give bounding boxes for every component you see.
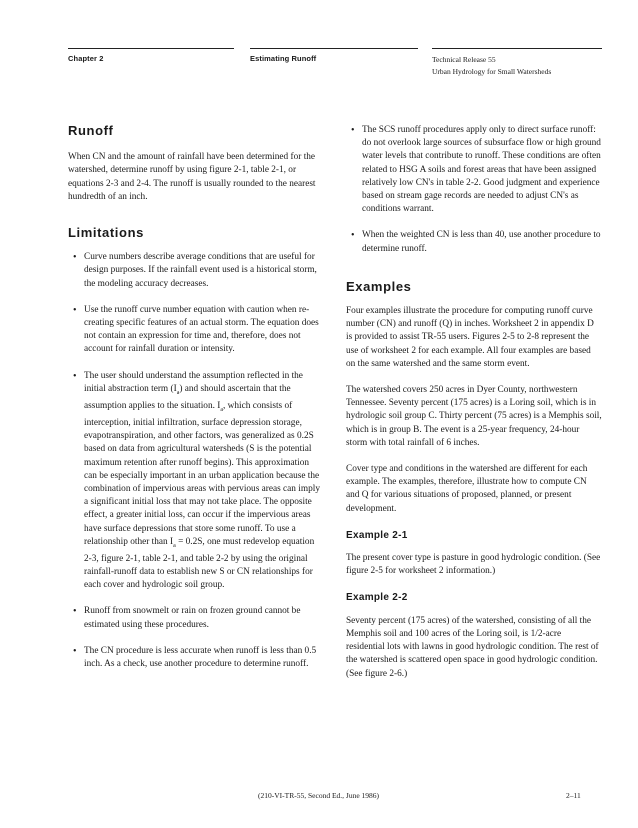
example-2-2-heading: Example 2-2 [346, 592, 408, 604]
header-release-block [432, 54, 551, 78]
header-subtitle: Urban Hydrology for Small Watersheds [432, 67, 552, 76]
page-number: 2–11 [566, 791, 581, 800]
limitations-item: • The SCS runoff procedures apply only to direct surface runoff: do not overlook large sources of subsurface flow or high ground water levels that contribute to runoff. These conditions are often related to HSG A soils and forest areas that have been assigned relatively low CN's in table 2-2. Good judgment and experience based on stream gage records are needed to adjust CN's as conditions warrant. [346, 124, 602, 216]
right-column [346, 124, 602, 681]
examples-paragraph: The watershed covers 250 acres in Dyer County, northwestern Tennessee. Seventy percent (175 acres) is a Loring soil, which is in hydrologic soil group C. Thirty percent (75 acres) is a Memphis soil, which is in group B. The event is a 25-year frequency, 24-hour storm with total rainfall of 6 inches. [346, 385, 602, 448]
example-2-2-paragraph: Seventy percent (175 acres) of the watershed, consisting of all the Memphis soil and 100 acres of the Loring soil, is 1/2-acre residential lots with lawns in good hydrologic condition. The rest of the watershed is scattered open space in good hydrologic condition. (See figure 2-6.) [346, 615, 599, 679]
example-2-1-heading: Example 2-1 [346, 529, 408, 541]
example-2-1-paragraph: The present cover type is pasture in good hydrologic condition. (See figure 2-5 for worksheet 2 information.) [346, 553, 601, 577]
header-chapter: Chapter 2 [68, 54, 104, 63]
ia-text-4: = 0.2S, one must redevelop equation 2-3, figure 2-1, table 2-1, and table 2-2 by using the original rainfall-runoff data to establish new S or CN relationships for each cover and hydrologic soil group. [84, 536, 315, 591]
ia-text-1: The user should understand the assumption reflected in the initial abstraction term (I [84, 370, 303, 394]
header-release: Technical Release 55 [432, 55, 496, 64]
limitations-item: • When the weighted CN is less than 40, use another procedure to determine runoff. [346, 229, 602, 255]
limitations-item: • The CN procedure is less accurate when runoff is less than 0.5 inch. As a check, use another procedure to determine runoff. [68, 645, 324, 671]
header-rule-right [432, 48, 602, 49]
limitations-item: • Curve numbers describe average conditions that are useful for design purposes. If the rainfall event used is a historical storm, the modeling accuracy decreases. [68, 251, 324, 291]
examples-paragraph: Four examples illustrate the procedure for computing runoff curve number (CN) and runoff (Q) in inches. Worksheet 2 in appendix D is provided to assist TR-55 users. Figures 2-5 to 2-8 represent the use of worksheet 2 for each example. All four examples are based on the same watershed and the same storm event. [346, 306, 594, 369]
header-rule-left [68, 48, 234, 49]
limitations-item: • Runoff from snowmelt or rain on frozen ground cannot be estimated using these procedures. [68, 605, 324, 631]
limitations-item-initial-abstraction [68, 370, 324, 593]
ia-subscript: a [220, 406, 224, 413]
runoff-paragraph: When CN and the amount of rainfall have been determined for the watershed, determine runoff by using figure 2-1, table 2-1, or equations 2-3 and 2-4. The runoff is usually rounded to the nearest hundredth of an inch. [68, 152, 316, 202]
examples-paragraph: Cover type and conditions in the watershed are different for each example. The examples, therefore, illustrate how to compute CN and Q for various situations of proposed, planned, or present development. [346, 464, 588, 514]
header-section: Estimating Runoff [250, 54, 317, 63]
limitations-heading: Limitations [68, 225, 144, 241]
limitations-list [68, 251, 324, 671]
ia-subscript: a [176, 389, 180, 396]
ia-text-3: , which consists of interception, initial infiltration, surface depression storage, evapotranspiration, and other factors, was generalized as 0.2S based on data from agricultural watersheds (S is the potential maximum retention after runoff begins). This approximation can be especially important in an urban application because the combination of impervious areas with pervious areas can imply a significant initial loss that may not take place. The opposite effect, a greater initial loss, can occur if the impervious areas have surface depressions that store some runoff. To use a relationship other than I [84, 400, 320, 547]
footer-citation: (210-VI-TR-55, Second Ed., June 1986) [258, 791, 380, 800]
limitations-item: • Use the runoff curve number equation with caution when re-creating specific features of an actual storm. The equation does not contain an expression for time and, therefore, does not account for rainfall duration or intensity. [68, 304, 324, 357]
examples-heading: Examples [346, 278, 412, 294]
runoff-heading: Runoff [68, 123, 114, 138]
limitations-list-continued [346, 124, 602, 256]
ia-subscript: a [173, 542, 176, 549]
ia-text-2: ) and should ascertain that the assumption applies to the situation. I [84, 383, 291, 411]
left-column [68, 124, 324, 671]
header-rule-center [250, 48, 418, 49]
